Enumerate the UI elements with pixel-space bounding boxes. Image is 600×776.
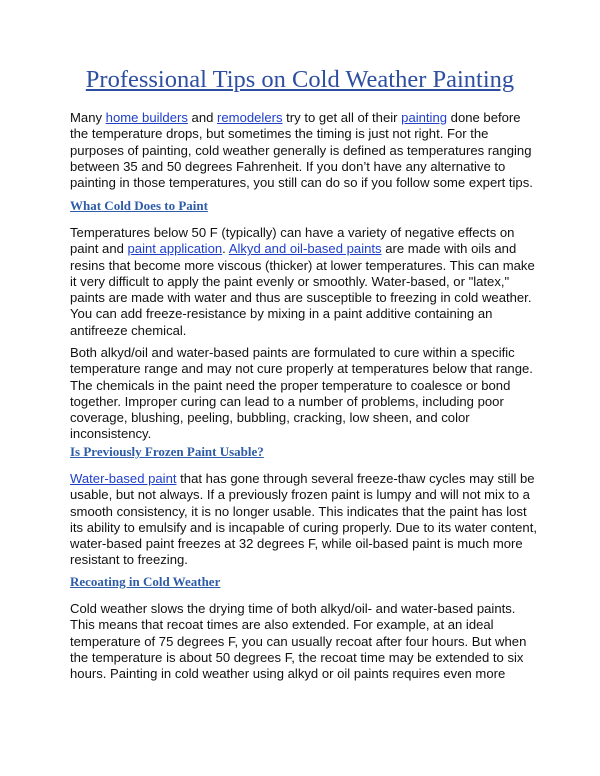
cold-effects-paragraph	[70, 225, 540, 339]
remodelers-link[interactable]: remodelers	[217, 110, 283, 125]
intro-text-2: and	[187, 110, 218, 125]
intro-text-3: try to get all of their	[282, 110, 402, 125]
curing-paragraph: Both alkyd/oil and water-based paints are formulated to cure within a specific temperature range and may not cure properly at temperatures below that range. The chemicals in the paint need the proper temperature to coalesce or bond together. Improper curing can lead to a number of problems, including poor coverage, blushing, peeling, bubbling, cracking, low sheen, and color inconsistency.	[70, 345, 533, 442]
recoating-paragraph: Cold weather slows the drying time of both alkyd/oil- and water-based paints. This means that recoat times are also extended. For example, at an ideal temperature of 75 degrees F, you can usually recoat after four hours. But when the temperature is about 50 degrees F, the recoat time may be extended to six hours. Painting in cold weather using alkyd or oil paints requires even more	[70, 601, 527, 682]
cold-effects-text-2: .	[222, 241, 229, 257]
alkyd-oil-paints-link[interactable]: Alkyd and oil-based paints	[228, 241, 382, 257]
section-heading-what-cold-does[interactable]: What Cold Does to Paint	[70, 198, 208, 213]
cold-effects-text-3: are made with oils and resins that become more viscous (thicker) at lower temperatures. This can make it very difficult to apply the paint evenly or smoothly. Water-based, or "latex," paints are made with water and thus are susceptible to freezing in cold weather. You can add freeze-resistance by mixing in a paint additive containing an antifreeze chemical.	[70, 241, 535, 338]
section-heading-frozen-paint[interactable]: Is Previously Frozen Paint Usable?	[70, 444, 264, 459]
intro-text-4: done before the temperature drops, but sometimes the timing is just not right. For the purposes of painting, cold weather generally is defined as temperatures ranging between 35 and 50 degrees Fahrenheit. If you don’t have any alternative to painting in those temperatures, you still can do so if you follow some expert tips.	[70, 110, 533, 191]
painting-link[interactable]: painting	[401, 110, 448, 125]
frozen-paint-paragraph	[70, 471, 540, 569]
frozen-paint-text: that has gone through several freeze-thaw cycles may still be usable, but not always. If a previously frozen paint is lumpy and will not mix to a smooth consistency, it is no longer usable. This indicates that the paint has lost its ability to emulsify and is incapable of curing properly. Due to its water content, water-based paint freezes at 32 degrees F, while oil-based paint is much more resistant to freezing.	[70, 471, 537, 568]
water-based-paint-link[interactable]: Water-based paint	[70, 471, 177, 486]
paint-application-link[interactable]: paint application	[127, 241, 223, 257]
section-heading-recoating[interactable]: Recoating in Cold Weather	[70, 574, 221, 589]
home-builders-link[interactable]: home builders	[105, 110, 188, 125]
intro-paragraph	[70, 110, 540, 191]
page-title: Professional Tips on Cold Weather Painting	[85, 66, 515, 93]
intro-text-1: Many	[70, 110, 106, 125]
cold-effects-text-1: Temperatures below 50 F (typically) can have a variety of negative effects on paint and	[70, 225, 515, 257]
